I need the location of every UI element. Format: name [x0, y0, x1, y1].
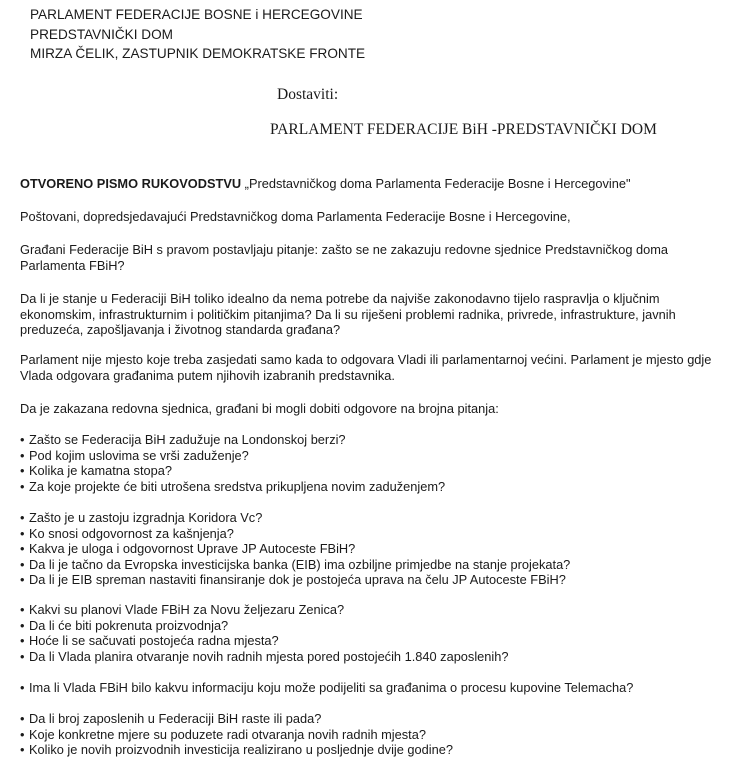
bullet-icon: •: [20, 432, 25, 447]
list-item: • Hoće li se sačuvati postojeća radna mjesta?: [20, 633, 279, 649]
paragraph-1: Građani Federacije BiH s pravom postavljaju pitanje: zašto se ne zakazuju redovne sjednice Predstavničkog doma Parlamenta FBiH?: [20, 242, 669, 273]
bullet-icon: •: [20, 680, 25, 695]
list-item: • Da li Vlada planira otvaranje novih radnih mjesta pored postojećih 1.840 zaposlenih?: [20, 648, 509, 664]
letter-title-bold: OTVORENO PISMO RUKOVODSTVU: [20, 176, 242, 191]
list-item: • Da li je tačno da Evropska investicijska banka (EIB) ima ozbiljne primjedbe na stanje projekata?: [20, 556, 571, 572]
list-item: • Kolika je kamatna stopa?: [20, 463, 172, 479]
paragraph-4: Da je zakazana redovna sjednica, građani bi mogli dobiti odgovore na brojna pitanja:: [20, 401, 499, 416]
list-item: • Koliko je novih proizvodnih investicija realizirano u posljednje dvije godine?: [20, 742, 453, 758]
question-group-corridor: [20, 510, 725, 588]
bullet-icon: •: [20, 447, 25, 463]
paragraph-2: Da li je stanje u Federaciji BiH toliko idealno da nema potrebe da najviše zakonodavno tijelo raspravlja o ključnim ekonomskim, infrastrukturnim i političkim pitanjima? Da li su riješeni problemi radnika, privrede, infrastrukture, javnih preduzeća, zapošljavanja i životnog standarda građana?: [20, 291, 676, 338]
question-group-steelworks: [20, 602, 725, 664]
sender-line-parliament: PARLAMENT FEDERACIJE BOSNE i HERCEGOVINE: [30, 7, 363, 22]
list-item: • Kakvi su planovi Vlade FBiH za Novu željezaru Zenica?: [20, 602, 345, 617]
list-item: • Da li će biti pokrenuta proizvodnja?: [20, 617, 229, 633]
bullet-icon: •: [20, 525, 25, 541]
sender-block: [30, 5, 365, 64]
bullet-icon: •: [20, 711, 25, 726]
greeting: Poštovani, dopredsjedavajući Predstavničkog doma Parlamenta Federacije Bosne i Hercegovine,: [20, 209, 571, 224]
list-item: • Da li broj zaposlenih u Federaciji BiH raste ili pada?: [20, 711, 322, 726]
bullet-icon: •: [20, 572, 25, 588]
recipient: PARLAMENT FEDERACIJE BiH -PREDSTAVNIČKI DOM: [270, 121, 657, 138]
bullet-icon: •: [20, 742, 25, 758]
list-item: • Ima li Vlada FBiH bilo kakvu informaciju koju može podijeliti sa građanima o procesu kupovine Telemacha?: [20, 680, 634, 695]
letter-title: [20, 176, 725, 192]
bullet-icon: •: [20, 633, 25, 649]
list-item: • Za koje projekte će biti utrošena sredstva prikupljena novim zaduženjem?: [20, 478, 446, 494]
list-item: • Kakva je uloga i odgovornost Uprave JP Autoceste FBiH?: [20, 541, 356, 557]
bullet-icon: •: [20, 556, 25, 572]
list-item: • Zašto je u zastoju izgradnja Koridora Vc?: [20, 510, 263, 525]
letter-title-rest: „Predstavničkog doma Parlamenta Federacije Bosne i Hercegovine": [241, 176, 631, 191]
deliver-to-label: Dostaviti:: [277, 86, 339, 103]
bullet-icon: •: [20, 478, 25, 494]
question-group-telemach: [20, 680, 725, 696]
question-group-borrowing: [20, 432, 725, 494]
list-item: • Ko snosi odgovornost za kašnjenja?: [20, 525, 234, 541]
bullet-icon: •: [20, 648, 25, 664]
bullet-icon: •: [20, 510, 25, 525]
list-item: • Da li je EIB spreman nastaviti finansiranje dok je postojeća uprava na čelu JP Autoceste FBiH?: [20, 572, 566, 588]
list-item: • Pod kojim uslovima se vrši zaduženje?: [20, 447, 249, 463]
list-item: • Zašto se Federacija BiH zadužuje na Londonskoj berzi?: [20, 432, 346, 447]
sender-line-house: PREDSTAVNIČKI DOM: [30, 26, 173, 42]
sender-line-representative: MIRZA ČELIK, ZASTUPNIK DEMOKRATSKE FRONTE: [30, 46, 366, 61]
paragraph-3: Parlament nije mjesto koje treba zasjedati samo kada to odgovara Vladi ili parlamentarnoj većini. Parlament je mjesto gdje Vlada odgovara građanima putem njihovih izabranih predstavnika.: [20, 352, 712, 383]
bullet-icon: •: [20, 617, 25, 633]
bullet-icon: •: [20, 602, 25, 617]
bullet-icon: •: [20, 541, 25, 557]
bullet-icon: •: [20, 463, 25, 479]
question-group-employment: [20, 711, 725, 758]
list-item: • Koje konkretne mjere su poduzete radi otvaranja novih radnih mjesta?: [20, 726, 426, 742]
bullet-icon: •: [20, 726, 25, 742]
